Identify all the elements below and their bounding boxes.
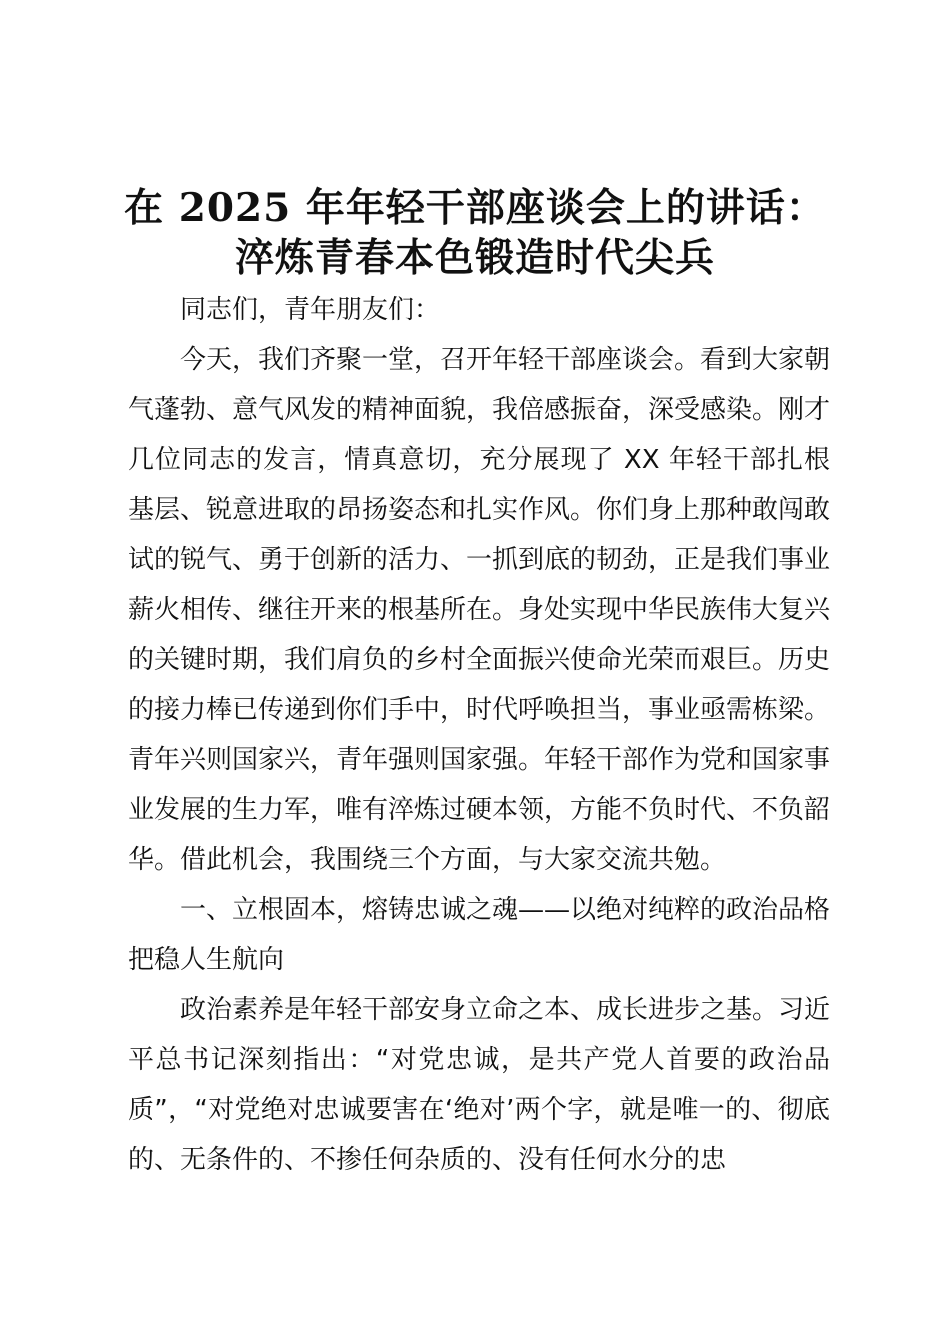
title-line-1: 在 2025 年年轻干部座谈会上的讲话： [124,185,826,231]
paragraph-political-quality: 政治素养是年轻干部安身立命之本、成长进步之基。习近平总书记深刻指出：“对党忠诚，是共产党人首要的政治品质”，“对党绝对忠诚要害在‘绝对’两个字，就是唯一的、彻底的、无条件的、不掺任何杂质的、没有任何水分的忠 [128,995,831,1175]
salutation: 同志们，青年朋友们： [180,295,441,325]
document-body [128,285,830,1185]
document-title [100,183,850,283]
title-line-2: 淬炼青春本色锻造时代尖兵 [234,235,715,281]
paragraph-opening: 今天，我们齐聚一堂，召开年轻干部座谈会。看到大家朝气蓬勃、意气风发的精神面貌，我倍感振奋，深受感染。刚才几位同志的发言，情真意切，充分展现了 XX 年轻干部扎根基层、锐意进取的昂扬姿态和扎实作风。你们身上那种敢闯敢试的锐气、勇于创新的活力、一抓到底的韧劲，正是我们事业薪火相传、继往开来的根基所在。身处实现中华民族伟大复兴的关键时期，我们肩负的乡村全面振兴使命光荣而艰巨。历史的接力棒已传递到你们手中，时代呼唤担当，事业亟需栋梁。青年兴则国家兴，青年强则国家强。年轻干部作为党和国家事业发展的生力军，唯有淬炼过硬本领，方能不负时代、不负韶华。借此机会，我围绕三个方面，与大家交流共勉。 [128,345,831,875]
section-heading-1: 一、立根固本，熔铸忠诚之魂——以绝对纯粹的政治品格把稳人生航向 [128,895,831,975]
